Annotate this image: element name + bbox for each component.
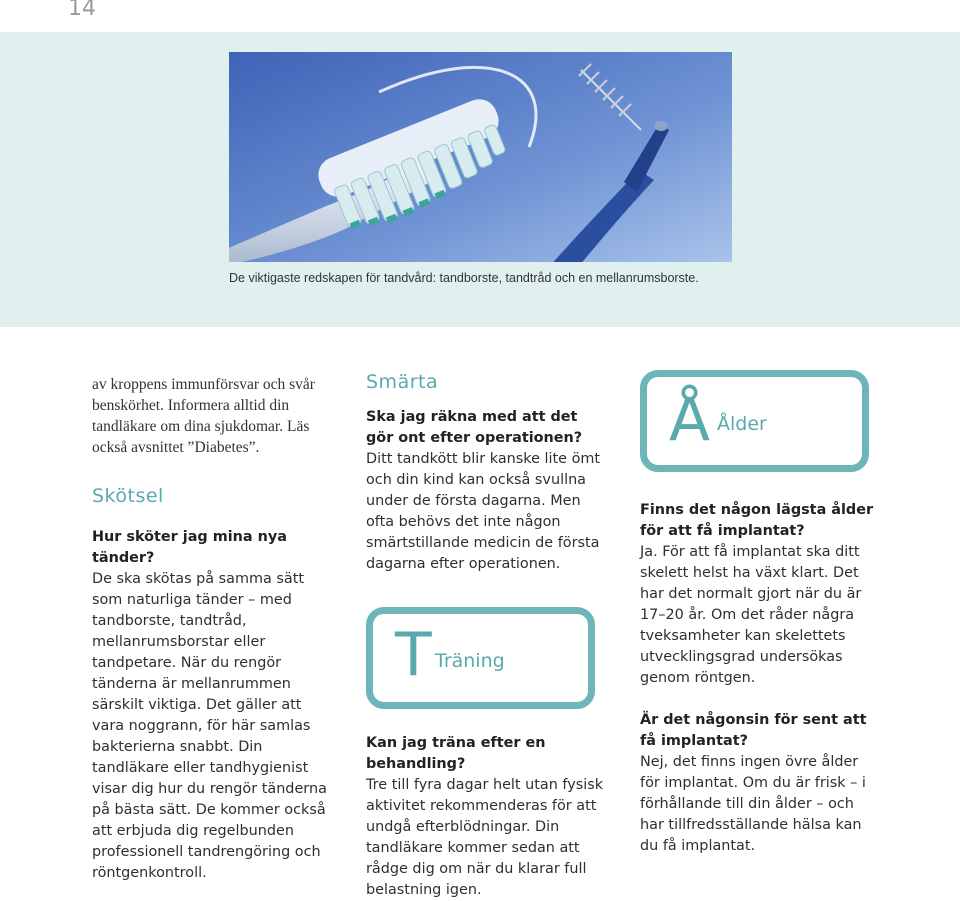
question-min-age: Finns det någon lägsta ålder för att få implantat? [640,502,874,539]
dental-tools-photo [229,52,732,262]
answer-care: De ska skötas på samma sätt som naturliga tänder – med tandborste, tandtråd, mellanrumsborstar eller tandpetare. När du rengör tänderna är mellanrummen särskilt viktiga. Det gäller att vara noggrann, för här samlas bakterierna snabbt. Din tandläkare eller tandhygienist visar dig hur du rengör tänderna på bästa sätt. De kommer också att erbjuda dig regelbunden professionell tandrengöring och röntgenkontroll. [92,571,327,881]
badge-alder [640,370,869,472]
section-title-skotsel: Skötsel [92,485,164,507]
intro-paragraph: av kroppens immunförsvar och svår benskörhet. Informera alltid din tandläkare om dina sjukdomar. Läs också avsnittet ”Diabetes”. [92,376,315,456]
question-care: Hur sköter jag mina nya tänder? [92,529,287,566]
left-column [92,374,332,884]
badge-letter-t: T [395,620,432,690]
photo-caption: De viktigaste redskapen för tandvård: tandborste, tandtråd och en mellanrumsborste. [229,271,699,285]
middle-column-training [366,733,606,901]
answer-pain: Ditt tandkött blir kanske lite ömt och din kind kan också svullna under de första dagarna. Men ofta behövs det inte någon smärtstillande medicin de första dagarna efter operationen. [366,451,601,572]
question-too-late: Är det någonsin för sent att få implantat? [640,712,867,749]
section-title-smarta: Smärta [366,371,439,393]
badge-label-alder: Ålder [717,413,767,435]
answer-min-age: Ja. För att få implantat ska ditt skelett helst ha växt klart. Det har det normalt gjort när du är 17–20 år. Om det råder några tveksamheter kan skelettets utvecklingsgrad undersökas genom röntgen. [640,544,862,686]
badge-traning [366,607,595,709]
answer-training: Tre till fyra dagar helt utan fysisk aktivitet rekommenderas för att undgå efterblödningar. Din tandläkare kommer sedan att rådge dig om när du klarar full belastning igen. [366,777,604,898]
question-training: Kan jag träna efter en behandling? [366,735,546,772]
page-number: 14 [68,0,96,21]
interdental-brush-cap [654,121,668,131]
badge-letter-a-ring: Å [669,385,711,455]
right-column [640,500,875,857]
question-pain: Ska jag räkna med att det gör ont efter operationen? [366,409,583,446]
badge-label-traning: Träning [435,650,505,672]
answer-too-late: Nej, det finns ingen övre ålder för implantat. Om du är frisk – i förhållande till din ålder – och har tillfredsställande hälsa kan du få implantat. [640,754,866,854]
middle-column [366,372,606,575]
